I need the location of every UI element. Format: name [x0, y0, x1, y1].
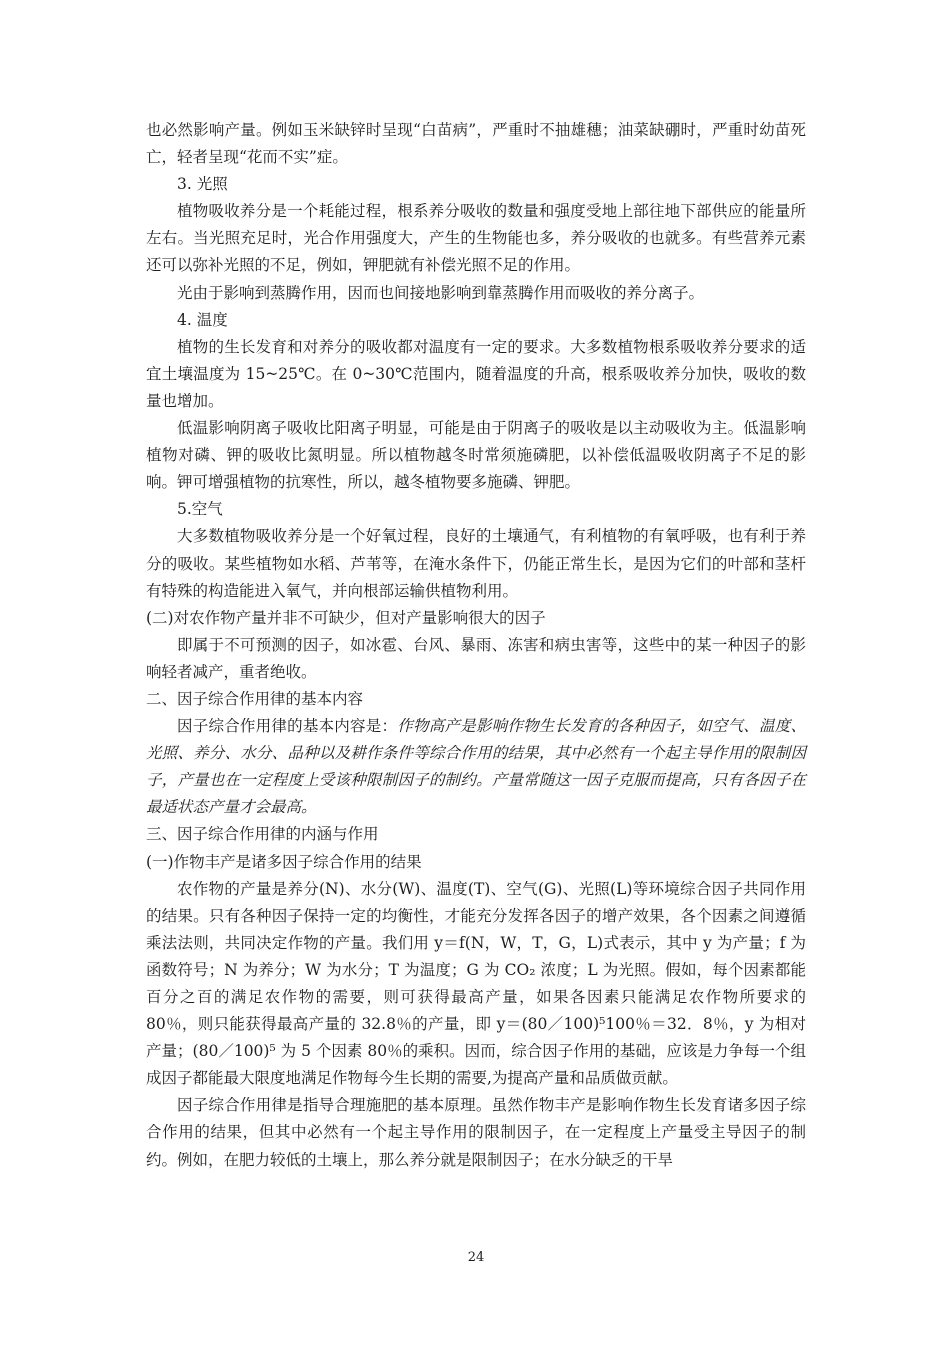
section-heading-unpredictable-factors: (二)对农作物产量并非不可缺少，但对产量影响很大的因子: [146, 608, 546, 627]
page-content: [146, 117, 806, 1174]
paragraph-body: 植物的生长发育和对养分的吸收都对温度有一定的要求。大多数植物根系吸收养分要求的适宜土壤温度为 15~25℃。在 0~30℃范围内，随着温度的升高，根系吸收养分加快，吸收的数量也增加。: [146, 337, 806, 410]
paragraph-body: 大多数植物吸收养分是一个好氧过程，良好的土壤通气，有利植物的有氧呼吸，也有利于养分的吸收。某些植物如水稻、芦苇等，在淹水条件下，仍能正常生长，是因为它们的叶部和茎杆有特殊的构造能进入氧气，并向根部运输供植物利用。: [146, 527, 806, 600]
section-heading-temperature: 4. 温度: [177, 310, 228, 329]
paragraph-body: 也必然影响产量。例如玉米缺锌时呈现“白苗病”，严重时不抽雄穗；油菜缺硼时，严重时幼苗死亡，轻者呈现“花而不实”症。: [146, 121, 806, 167]
paragraph-body: 农作物的产量是养分(N)、水分(W)、温度(T)、空气(G)、光照(L)等环境综合因子共同作用的结果。只有各种因子保持一定的均衡性，才能充分发挥各因子的增产效果，各个因素之间遵循乘法法则，共同决定作物的产量。我们用 y＝f(N，W，T，G，L)式表示，其中 y 为产量；f 为函数符号；N 为养分；W 为水分；T 为温度；G 为 CO₂ 浓度；L 为光照。假如，每个因素都能百分之百的满足农作物的需要，则可获得最高产量，如果各因素只能满足农作物所要求的 80％，则只能获得最高产量的 32.8％的产量，即 y＝(80／100)⁵100％＝32．8％，y 为相对产量；(80／100)⁵ 为 5 个因素 80％的乘积。因而，综合因子作用的基础，应该是力争每一个组成因子都能最大限度地满足作物每今生长期的需要,为提高产量和品质做贡献。: [146, 879, 806, 1088]
paragraph-body: 即属于不可预测的因子，如冰雹、台风、暴雨、冻害和病虫害等，这些中的某一种因子的影响轻者减产，重者绝收。: [146, 635, 806, 681]
paragraph-body: 因子综合作用律是指导合理施肥的基本原理。虽然作物丰产是影响作物生长发育诸多因子综合作用的结果，但其中必然有一个起主导作用的限制因子，在一定程度上产量受主导因子的制约。例如，在肥力较低的土壤上，那么养分就是限制因子；在水分缺乏的干旱: [146, 1096, 806, 1169]
definition-lead: 因子综合作用律的基本内容是：: [177, 717, 398, 736]
page-number: 24: [467, 1250, 485, 1265]
section-heading-light: 3. 光照: [177, 175, 228, 194]
paragraph-body: 光由于影响到蒸腾作用，因而也间接地影响到靠蒸腾作用而吸收的养分离子。: [177, 283, 705, 302]
paragraph-body: 低温影响阴离子吸收比阳离子明显，可能是由于阴离子的吸收是以主动吸收为主。低温影响植物对磷、钾的吸收比氮明显。所以植物越冬时常须施磷肥，以补偿低温吸收阴离子不足的影响。钾可增强植物的抗寒性，所以，越冬植物要多施磷、钾肥。: [146, 419, 806, 492]
definition-italic: 作物高产是影响作物生长发育的各种因子，如空气、温度、光照、养分、水分、品种以及耕作条件等综合作用的结果，其中必然有一个起主导作用的限制因子，产量也在一定程度上受该种限制因子的制约。产量常随这一因子克服而提高，只有各因子在最适状态产量才会最高。: [146, 717, 806, 817]
section-heading-basic-content: 二、因子综合作用律的基本内容: [146, 689, 364, 708]
paragraph-definition: [146, 713, 806, 821]
section-heading-air: 5.空气: [177, 500, 223, 519]
section-heading-connotation: 三、因子综合作用律的内涵与作用: [146, 825, 379, 844]
paragraph-body: 植物吸收养分是一个耗能过程，根系养分吸收的数量和强度受地上部往地下部供应的能量所左右。当光照充足时，光合作用强度大，产生的生物能也多，养分吸收的也就多。有些营养元素还可以弥补光照的不足，例如，钾肥就有补偿光照不足的作用。: [146, 202, 806, 275]
section-heading-high-yield: (一)作物丰产是诸多因子综合作用的结果: [146, 852, 422, 871]
